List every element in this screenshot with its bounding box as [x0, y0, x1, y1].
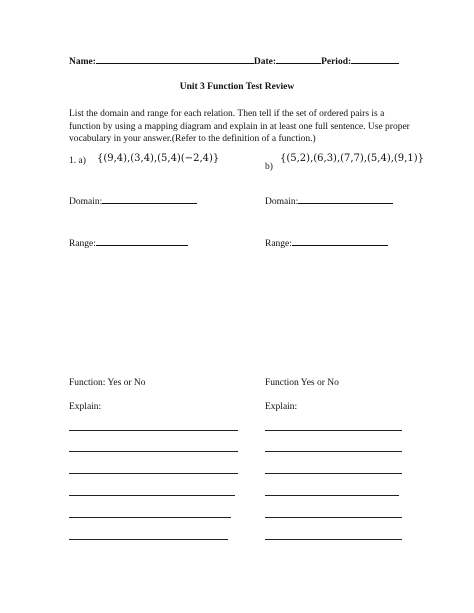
problem-b-function-question: Function Yes or No	[265, 378, 339, 388]
explain-answer-line[interactable]	[69, 495, 235, 496]
period-label: Period:	[321, 57, 352, 67]
explain-answer-line[interactable]	[265, 539, 402, 540]
problem-a-function-question: Function: Yes or No	[69, 378, 146, 388]
explain-answer-line[interactable]	[69, 430, 238, 431]
explain-answer-line[interactable]	[69, 517, 231, 518]
range-answer-line[interactable]	[96, 237, 188, 246]
range-label: Range:	[265, 239, 292, 249]
explain-answer-line[interactable]	[69, 473, 238, 474]
student-info-header	[69, 55, 399, 67]
problem-a-explain-label: Explain:	[69, 402, 102, 412]
date-label: Date:	[253, 57, 277, 67]
range-answer-line[interactable]	[292, 237, 388, 246]
page-title: Unit 3 Function Test Review	[179, 82, 295, 92]
problem-a-domain	[69, 195, 197, 207]
explain-answer-line[interactable]	[265, 451, 402, 452]
domain-label: Domain:	[69, 197, 103, 207]
explain-answer-line[interactable]	[265, 430, 402, 431]
problem-a-range	[69, 237, 188, 249]
date-field[interactable]	[276, 55, 321, 64]
range-label: Range:	[69, 239, 96, 249]
explain-answer-line[interactable]	[265, 517, 402, 518]
problem-b-range	[265, 237, 388, 249]
name-field[interactable]	[96, 55, 254, 64]
name-label: Name:	[69, 57, 96, 67]
period-field[interactable]	[351, 55, 399, 64]
instructions-text: List the domain and range for each relation. Then tell if the set of ordered pairs is a function by using a mapping diagram and explain in at least one full sentence. Use proper vocabulary in your answer.(Refer to the definition of a function.)	[69, 109, 410, 144]
explain-answer-line[interactable]	[265, 473, 402, 474]
problem-a-set: {(9,4),(3,4),(5,4)(−2,4)}	[97, 153, 220, 164]
problem-b-set: {(5,2),(6,3),(7,7),(5,4),(9,1)}	[280, 153, 424, 164]
problem-b-explain-label: Explain:	[265, 402, 298, 412]
explain-answer-line[interactable]	[69, 539, 228, 540]
problem-b-domain	[265, 195, 393, 207]
domain-answer-line[interactable]	[102, 195, 197, 204]
explain-answer-line[interactable]	[265, 495, 399, 496]
problem-a-label: 1. a)	[69, 156, 86, 166]
domain-label: Domain:	[265, 197, 299, 207]
domain-answer-line[interactable]	[298, 195, 393, 204]
explain-answer-line[interactable]	[69, 451, 238, 452]
problem-b-label: b)	[265, 162, 273, 172]
